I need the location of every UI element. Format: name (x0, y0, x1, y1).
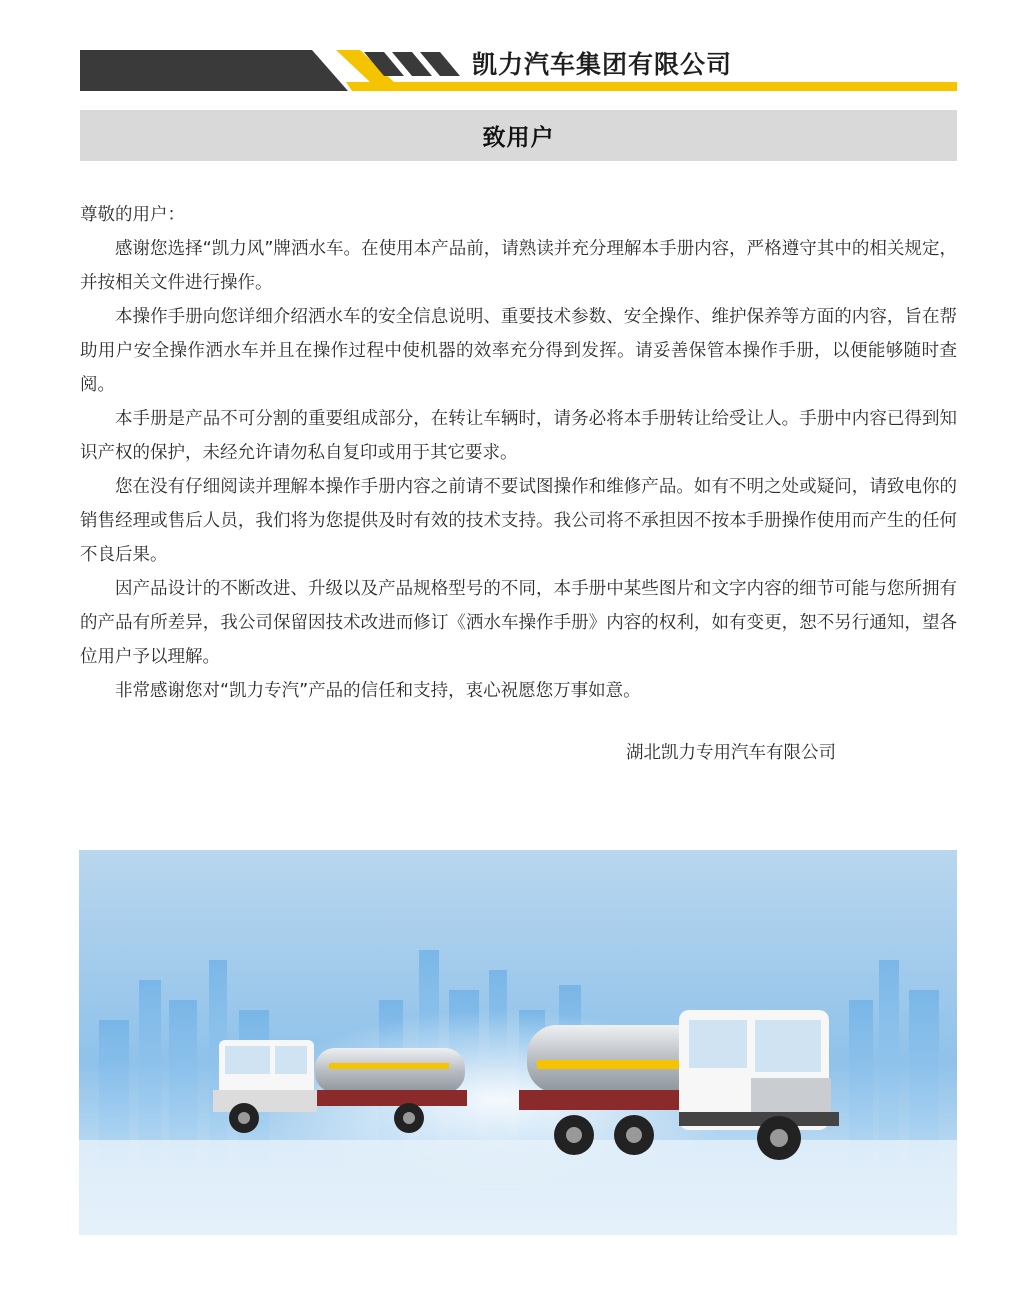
page-title: 致用户 (482, 125, 555, 151)
page-header (0, 0, 1031, 110)
paragraph-3: 本手册是产品不可分割的重要组成部分，在转让车辆时，请务必将本手册转让给受让人。手册中内容已得到知识产权的保护，未经允许请勿私自复印或用于其它要求。 (80, 409, 957, 463)
paragraph-2: 本操作手册向您详细介绍洒水车的安全信息说明、重要技术参数、安全操作、维护保养等方面的内容，旨在帮助用户安全操作洒水车并且在操作过程中使机器的效率充分得到发挥。请妥善保管本操作手册，以便能够随时查阅。 (80, 307, 957, 395)
paragraph-1: 感谢您选择“凯力风”牌洒水车。在使用本产品前，请熟读并充分理解本手册内容，严格遵守其中的相关规定，并按相关文件进行操作。 (80, 239, 957, 293)
paragraph-6: 非常感谢您对“凯力专汽”产品的信任和支持，衷心祝愿您万事如意。 (115, 681, 641, 701)
header-dark-band (80, 50, 348, 91)
paragraph-5: 因产品设计的不断改进、升级以及产品规格型号的不同，本手册中某些图片和文字内容的细节可能与您所拥有的产品有所差异，我公司保留因技术改进而修订《洒水车操作手册》内容的权利，如有变更，恕不另行通知，望各位用户予以理解。 (80, 579, 957, 667)
header-yellow-underline (346, 82, 957, 91)
product-photo (79, 850, 957, 1235)
paragraph-4: 您在没有仔细阅读并理解本操作手册内容之前请不要试图操作和维修产品。如有不明之处或疑问，请致电你的销售经理或售后人员，我们将为您提供及时有效的技术支持。我公司将不承担因不按本手册操作使用而产生的任何不良后果。 (80, 477, 957, 565)
title-bar (80, 110, 957, 161)
ground (79, 1140, 957, 1235)
company-name: 凯力汽车集团有限公司 (472, 50, 733, 79)
letter-body (80, 198, 957, 708)
signature: 湖北凯力专用汽车有限公司 (626, 743, 836, 763)
water-truck-illustration (79, 850, 957, 1235)
salutation: 尊敬的用户： (80, 205, 185, 225)
